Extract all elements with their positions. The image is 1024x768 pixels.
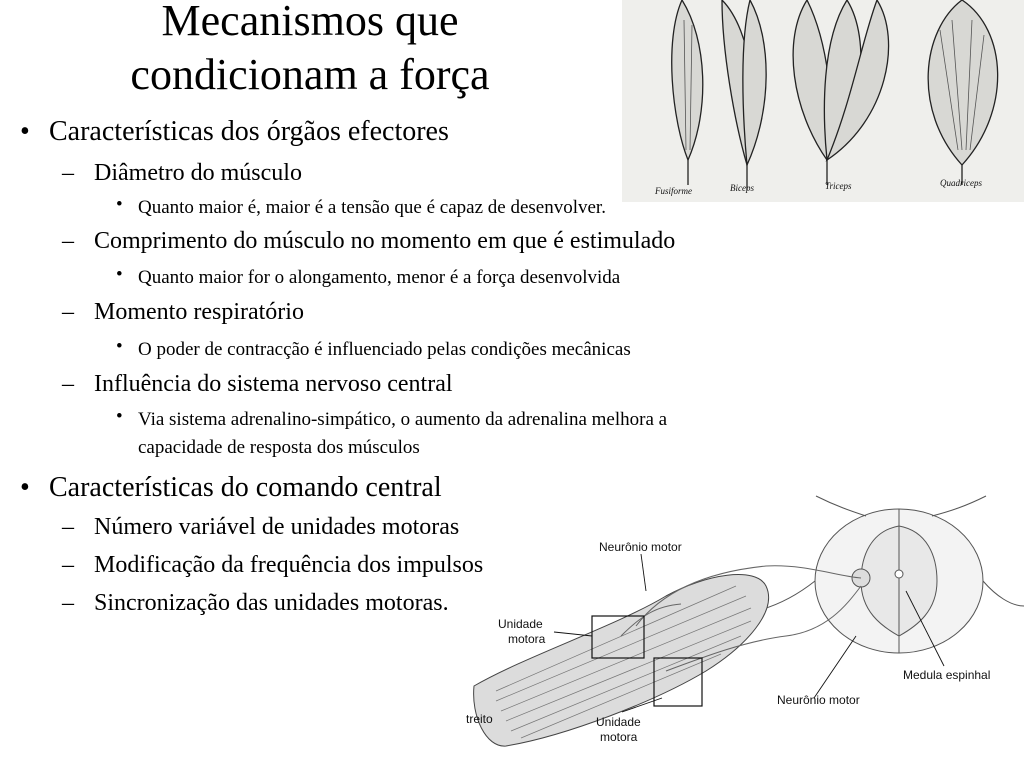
label-neuron-motor-top: Neurônio motor bbox=[599, 540, 682, 554]
dash-glyph: – bbox=[62, 552, 74, 578]
bullet-glyph: • bbox=[116, 406, 123, 427]
dash-glyph: – bbox=[62, 514, 74, 540]
bullet-glyph: • bbox=[20, 472, 30, 503]
sub-sub-bullet-text: O poder de contracção é influenciado pelas condições mecânicas bbox=[138, 339, 631, 360]
sub-bullet-text: Comprimento do músculo no momento em que é estimulado bbox=[94, 228, 676, 254]
label-unit-bottom-1: Unidade bbox=[596, 715, 641, 729]
label-unit-bottom-2: motora bbox=[600, 730, 638, 744]
label-fusiforme: Fusiforme bbox=[655, 186, 692, 196]
sub-sub-bullet-text-line-2: capacidade de resposta dos músculos bbox=[138, 437, 420, 458]
title-line-1: Mecanismos que bbox=[161, 0, 459, 45]
label-biceps: Biceps bbox=[730, 183, 754, 193]
muscle-shapes-figure bbox=[622, 0, 1024, 202]
label-triceps: Triceps bbox=[825, 181, 852, 191]
slide-title bbox=[60, 0, 560, 102]
label-neuron-motor-bottom: Neurônio motor bbox=[777, 693, 860, 707]
dash-glyph: – bbox=[62, 228, 74, 254]
label-spinal-cord: Medula espinhal bbox=[903, 668, 991, 682]
bullet-glyph: • bbox=[116, 336, 123, 357]
dash-glyph: – bbox=[62, 371, 74, 397]
sub-bullet-text: Sincronização das unidades motoras. bbox=[94, 590, 449, 616]
sub-sub-bullet-text-line-1: Via sistema adrenalino-simpático, o aumento da adrenalina melhora a bbox=[138, 409, 668, 430]
label-unit-left-2: motora bbox=[508, 632, 546, 646]
bullet-glyph: • bbox=[116, 194, 123, 215]
bullet-text: Características do comando central bbox=[49, 472, 442, 503]
sub-bullet-text: Momento respiratório bbox=[94, 299, 304, 325]
sub-bullet-text: Diâmetro do músculo bbox=[94, 160, 302, 186]
spinal-cord-cross-section bbox=[756, 496, 1024, 653]
sub-sub-bullet-text: Quanto maior for o alongamento, menor é a força desenvolvida bbox=[138, 267, 621, 288]
label-quadriceps: Quadriceps bbox=[940, 178, 982, 188]
bullet-glyph: • bbox=[116, 264, 123, 285]
bullet-text: Características dos órgãos efectores bbox=[49, 116, 449, 147]
bullet-glyph: • bbox=[20, 116, 30, 147]
dash-glyph: – bbox=[62, 590, 74, 616]
motor-unit-figure bbox=[466, 486, 1024, 768]
sub-sub-bullet-text: Quanto maior é, maior é a tensão que é capaz de desenvolver. bbox=[138, 197, 606, 218]
sub-bullet-text: Modificação da frequência dos impulsos bbox=[94, 552, 484, 578]
sub-bullet-text: Influência do sistema nervoso central bbox=[94, 371, 453, 397]
dash-glyph: – bbox=[62, 160, 74, 186]
label-cut-word: treito bbox=[466, 712, 493, 726]
dash-glyph: – bbox=[62, 299, 74, 325]
title-line-2: condicionam a força bbox=[130, 50, 490, 99]
sub-bullet-text: Número variável de unidades motoras bbox=[94, 514, 460, 540]
label-unit-left-1: Unidade bbox=[498, 617, 543, 631]
